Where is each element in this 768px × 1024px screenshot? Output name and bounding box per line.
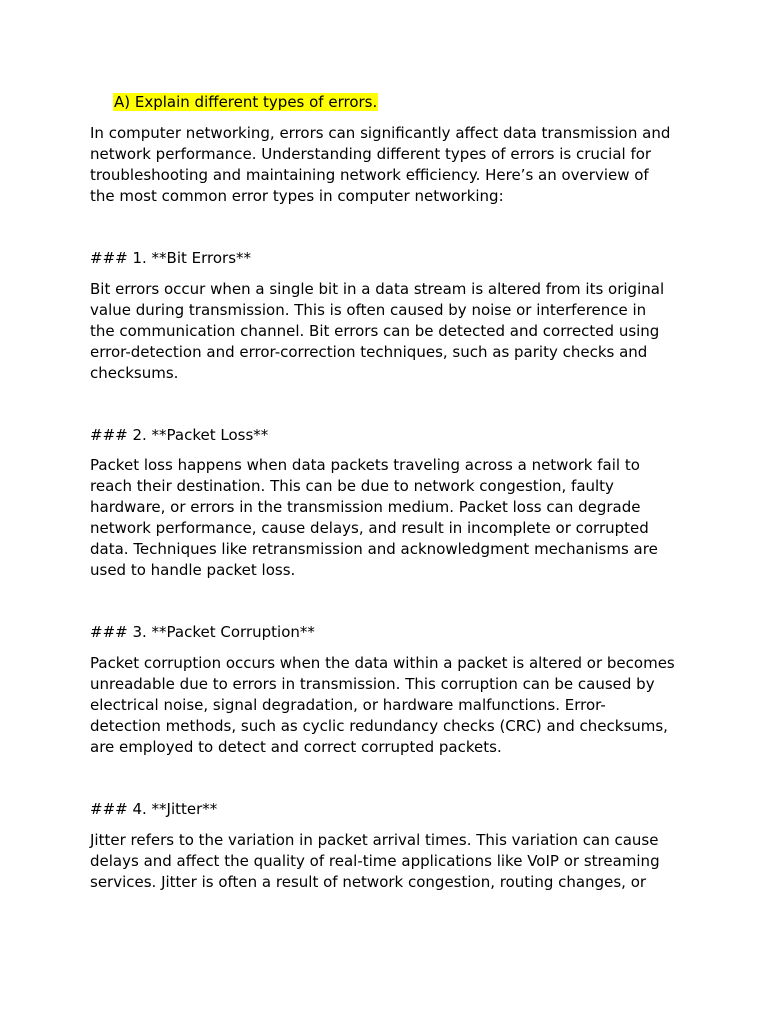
text-line: delays and affect the quality of real-time applications like VoIP or streaming <box>90 852 660 870</box>
text-line: the most common error types in computer networking: <box>90 187 504 205</box>
highlighted-question: A) Explain different types of errors. <box>114 93 378 111</box>
text-line: troubleshooting and maintaining network efficiency. Here’s an overview of <box>90 166 649 184</box>
text-line: unreadable due to errors in transmission. This corruption can be caused by <box>90 675 655 693</box>
section-paragraph-bit-errors <box>90 279 690 384</box>
text-line: value during transmission. This is often caused by noise or interference in <box>90 301 647 319</box>
section-paragraph-packet-corruption <box>90 653 690 758</box>
text-line: detection methods, such as cyclic redundancy checks (CRC) and checksums, <box>90 717 668 735</box>
text-line: electrical noise, signal degradation, or hardware malfunctions. Error- <box>90 696 606 714</box>
text-line: data. Techniques like retransmission and acknowledgment mechanisms are <box>90 540 658 558</box>
section-heading-packet-loss: ### 2. **Packet Loss** <box>90 426 269 444</box>
section-paragraph-packet-loss <box>90 455 690 581</box>
text-line: Bit errors occur when a single bit in a data stream is altered from its original <box>90 280 665 298</box>
section-heading-packet-corruption: ### 3. **Packet Corruption** <box>90 623 315 641</box>
text-line: checksums. <box>90 364 179 382</box>
text-line: Packet loss happens when data packets traveling across a network fail to <box>90 456 640 474</box>
text-line: error-detection and error-correction techniques, such as parity checks and <box>90 343 648 361</box>
text-line: In computer networking, errors can significantly affect data transmission and <box>90 124 671 142</box>
text-line: reach their destination. This can be due to network congestion, faulty <box>90 477 614 495</box>
text-line: network performance, cause delays, and result in incomplete or corrupted <box>90 519 649 537</box>
section-heading-bit-errors: ### 1. **Bit Errors** <box>90 249 252 267</box>
text-line: the communication channel. Bit errors can be detected and corrected using <box>90 322 660 340</box>
text-line: Packet corruption occurs when the data within a packet is altered or becomes <box>90 654 675 672</box>
text-line: Jitter refers to the variation in packet arrival times. This variation can cause <box>90 831 659 849</box>
text-line: are employed to detect and correct corrupted packets. <box>90 738 502 756</box>
section-heading-jitter: ### 4. **Jitter** <box>90 800 218 818</box>
intro-paragraph <box>90 123 690 207</box>
text-line: network performance. Understanding different types of errors is crucial for <box>90 145 652 163</box>
question-heading <box>113 92 378 112</box>
text-line: hardware, or errors in the transmission medium. Packet loss can degrade <box>90 498 641 516</box>
section-paragraph-jitter <box>90 830 690 893</box>
text-line: services. Jitter is often a result of network congestion, routing changes, or <box>90 873 647 891</box>
text-line: used to handle packet loss. <box>90 561 296 579</box>
